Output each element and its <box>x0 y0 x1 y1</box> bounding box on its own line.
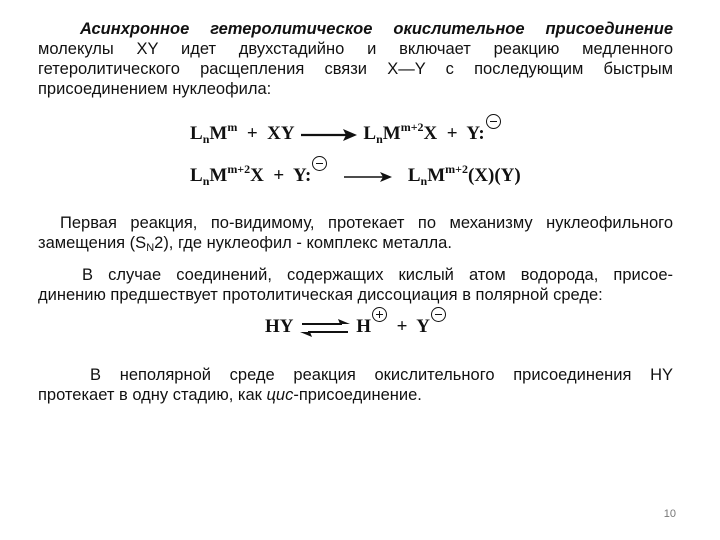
paragraph-1-line-4: присоединением нуклеофила: <box>38 80 272 98</box>
paragraph-2-text-b: 2), где нуклеофил - комплекс металла. <box>154 234 452 252</box>
eq2-product-charge: m+2 <box>445 162 468 176</box>
eq2-product-ligand: L <box>407 165 421 186</box>
negative-charge-icon <box>431 307 446 322</box>
eq2-nucleophile: Y: <box>293 165 312 186</box>
eq1-product-charge: m+2 <box>400 120 424 134</box>
equation-1 <box>190 120 501 147</box>
paragraph-3 <box>38 265 673 305</box>
eq3-plus: + <box>396 316 408 337</box>
page-number: 10 <box>663 508 676 520</box>
eq1-metal: M <box>209 123 228 144</box>
eq1-ligand: L <box>190 123 203 144</box>
eq2-plus: + <box>273 165 285 186</box>
paragraph-4-line-1: В неполярной среде реакция окислительного присоединения HY <box>90 366 673 384</box>
eq1-metal-charge: m <box>227 120 238 134</box>
paragraph-1-line-3: гетеролитического расщепления связи X—Y с последующим быстрым <box>38 60 673 78</box>
eq1-reagent: XY <box>267 123 294 144</box>
paragraph-1-line-1: Асинхронное гетеролитическое окислительное присоединение <box>80 20 673 38</box>
positive-charge-icon <box>372 307 387 322</box>
paragraph-3-line-2: динению предшествует протолитическая диссоциация в полярной среде: <box>38 286 603 304</box>
eq2-product-ligands: (X)(Y) <box>467 165 521 186</box>
eq1-product-metal: M <box>382 123 401 144</box>
negative-charge-icon <box>312 156 327 171</box>
eq3-acid: HY <box>265 316 293 337</box>
eq2-ligand: L <box>190 165 203 186</box>
paragraph-1-line-2: молекулы XY идет двухстадийно и включает реакцию медленного <box>38 40 673 58</box>
paragraph-2-line-2 <box>38 233 673 258</box>
eq3-anion: Y <box>416 316 430 337</box>
eq3-proton: H <box>356 316 372 337</box>
eq1-ligand-count: n <box>202 132 210 146</box>
eq2-product-ligand-count: n <box>420 174 428 188</box>
negative-charge-icon <box>486 114 501 129</box>
paragraph-4 <box>38 365 673 405</box>
reaction-arrow-icon <box>342 170 394 184</box>
paragraph-2-line-1: Первая реакция, по-видимому, протекает по механизму нуклеофильного <box>60 214 673 232</box>
cis-italic: цис <box>266 386 294 404</box>
paragraph-4-text-b: -присоединение. <box>293 386 422 404</box>
reaction-arrow-icon <box>299 128 359 142</box>
equilibrium-arrow-icon <box>298 319 352 337</box>
eq2-x: X <box>250 165 264 186</box>
eq1-plus: + <box>246 123 258 144</box>
equation-2 <box>190 162 521 189</box>
paragraph-2 <box>38 213 673 258</box>
eq2-metal: M <box>209 165 228 186</box>
paragraph-2-text-a: замещения (S <box>38 234 147 252</box>
eq1-product-x: X <box>423 123 438 144</box>
paragraph-3-line-1: В случае соединений, содержащих кислый атом водорода, присое- <box>82 266 673 284</box>
paragraph-1 <box>38 19 673 99</box>
paragraph-4-text-a: протекает в одну стадию, как <box>38 386 267 404</box>
eq2-ligand-count: n <box>202 174 210 188</box>
eq1-product-ligand-count: n <box>376 132 383 146</box>
eq1-product-ligand: L <box>363 123 377 144</box>
mechanism-subscript: N <box>146 242 155 254</box>
eq1-plus-2: + <box>446 123 458 144</box>
eq1-nucleophile: Y: <box>466 123 485 144</box>
paragraph-4-line-2 <box>38 385 673 405</box>
eq2-metal-charge: m+2 <box>227 162 251 176</box>
equation-3 <box>265 316 446 338</box>
eq2-product-metal: M <box>427 165 446 186</box>
